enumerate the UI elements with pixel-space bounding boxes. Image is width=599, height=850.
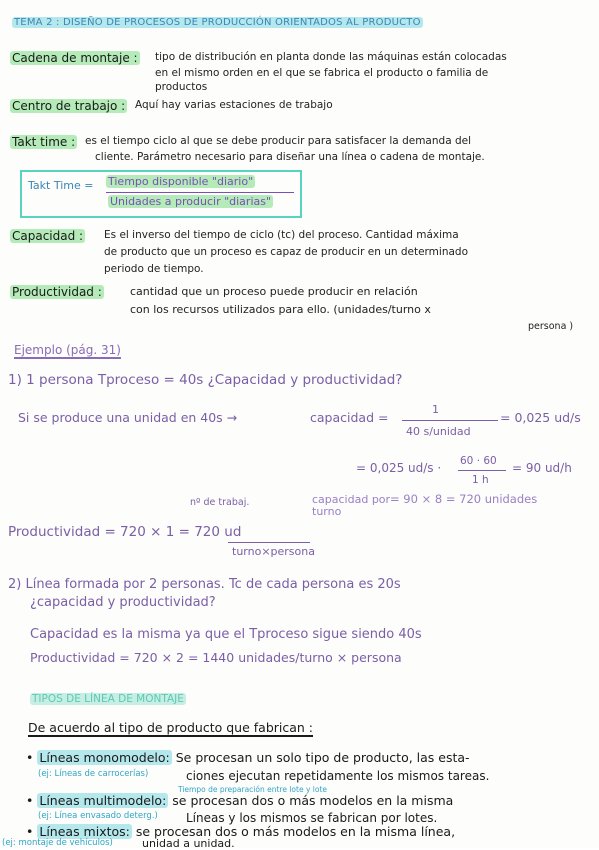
case2-question: ¿capacidad y productividad?	[30, 595, 216, 610]
case1-cap-turno-label: capacidad por turno	[312, 493, 391, 519]
page-title-text: TEMA 2 : DISEÑO DE PROCESOS DE PRODUCCIÓN ORIENTADOS AL PRODUCTO	[14, 17, 421, 28]
case1-conv-denominator: 1 h	[472, 474, 489, 486]
def-capacidad-line3: periodo de tiempo.	[104, 263, 204, 275]
page-title	[12, 18, 423, 28]
tipo-item-1-text2: ciones ejecutan repetidamente los mismos tareas.	[186, 769, 490, 783]
tipo-item-2-text2: Líneas y los mismos se fabrican por lotes.	[186, 811, 438, 825]
example-heading: Ejemplo (pág. 31)	[14, 343, 121, 357]
tipo-item-1: • Líneas monomodelo: Se procesan un solo tipo de producto, las esta-	[26, 750, 470, 765]
term-productividad: Productividad :	[12, 285, 102, 299]
def-centro: Aquí hay varias estaciones de trabajo	[135, 99, 333, 111]
takt-formula-fraction-bar	[106, 192, 294, 193]
bullet-icon: •	[26, 793, 34, 808]
case1-productividad-unit: turno×persona	[232, 545, 315, 558]
def-capacidad-line2: de producto que un proceso es capaz de producir en un determinado	[104, 246, 468, 258]
case1-conv-result: = 90 ud/h	[512, 461, 572, 475]
takt-formula-denominator: Unidades a producir "diarias"	[110, 195, 272, 208]
def-takt-line2: cliente. Parámetro necesario para diseñar una línea o cadena de montaje.	[95, 151, 485, 163]
case1-cap-label: capacidad =	[310, 410, 389, 425]
case1-prod-fraction-bar	[228, 542, 310, 543]
def-cadena-line3: productos	[155, 81, 208, 93]
def-takt-line1: es el tiempo ciclo al que se debe producir para satisfacer la demanda del	[85, 135, 472, 147]
def-productividad-line2: con los recursos utilizados para ello. (unidades/turno x	[130, 303, 431, 316]
tipo-item-3-text2: unidad a unidad.	[142, 837, 235, 850]
term-capacidad: Capacidad :	[12, 229, 84, 243]
term-centro: Centro de trabajo :	[12, 99, 126, 113]
def-productividad-line1: cantidad que un proceso puede producir en relación	[130, 285, 418, 298]
case1-cap-fraction-bar	[402, 420, 498, 421]
case2-line1: Capacidad es la misma ya que el Tproceso sigue siendo 40s	[30, 627, 422, 642]
case2-line2: Productividad = 720 × 2 = 1440 unidades/turno × persona	[30, 650, 402, 665]
case1-cap-turno-value: = 90 × 8 = 720 unidades	[390, 492, 538, 506]
tipos-heading: TIPOS DE LÍNEA DE MONTAJE	[32, 693, 184, 705]
tipo-item-3: • Líneas mixtos: se procesan dos o más modelos en la misma línea,	[26, 824, 456, 839]
tipo-item-2: • Líneas multimodelo: se procesan dos o más modelos en la misma	[26, 793, 454, 808]
case1-cap-result: = 0,025 ud/s	[500, 410, 581, 425]
case2-statement: 2) Línea formada por 2 personas. Tc de cada persona es 20s	[8, 577, 401, 592]
case1-productividad: Productividad = 720 × 1 = 720 ud	[8, 524, 242, 540]
case1-cap-numerator: 1	[432, 403, 439, 416]
term-takt: Takt time :	[12, 135, 76, 149]
takt-formula-label: Takt Time =	[28, 179, 94, 192]
case1-conv-left: = 0,025 ud/s ·	[356, 461, 442, 475]
case1-conv-numerator: 60 · 60	[460, 455, 497, 467]
case1-line1-left: Si se produce una unidad en 40s →	[18, 410, 238, 425]
tipo-item-3-example: (ej: montaje de vehículos)	[2, 838, 113, 848]
tipos-subheading: De acuerdo al tipo de producto que fabrican :	[28, 720, 314, 735]
takt-formula-numerator: Tiempo disponible "diario"	[108, 175, 254, 188]
case1-note-trabajadores: nº de trabaj.	[190, 497, 250, 508]
bullet-icon: •	[26, 824, 34, 839]
def-cadena-line1: tipo de distribución en planta donde las máquinas están colocadas	[155, 51, 507, 63]
case1-statement: 1) 1 persona Tproceso = 40s ¿Capacidad y productividad?	[8, 372, 403, 388]
tipo-item-2-note: Tiempo de preparación entre lote y lote	[178, 785, 327, 794]
tipo-item-1-example: (ej: Líneas de carrocerías)	[38, 769, 149, 779]
tipo-item-2-example: (ej: Línea envasado deterg.)	[38, 811, 158, 821]
def-capacidad-line1: Es el inverso del tiempo de ciclo (tc) del proceso. Cantidad máxima	[104, 229, 459, 241]
bullet-icon: •	[26, 750, 34, 765]
case1-conv-fraction-bar	[458, 470, 506, 471]
case1-cap-denominator: 40 s/unidad	[406, 425, 471, 438]
term-cadena: Cadena de montaje :	[12, 51, 138, 65]
def-cadena-line2: en el mismo orden en el que se fabrica el producto o familia de	[155, 67, 489, 79]
def-productividad-line3: persona )	[528, 321, 574, 332]
